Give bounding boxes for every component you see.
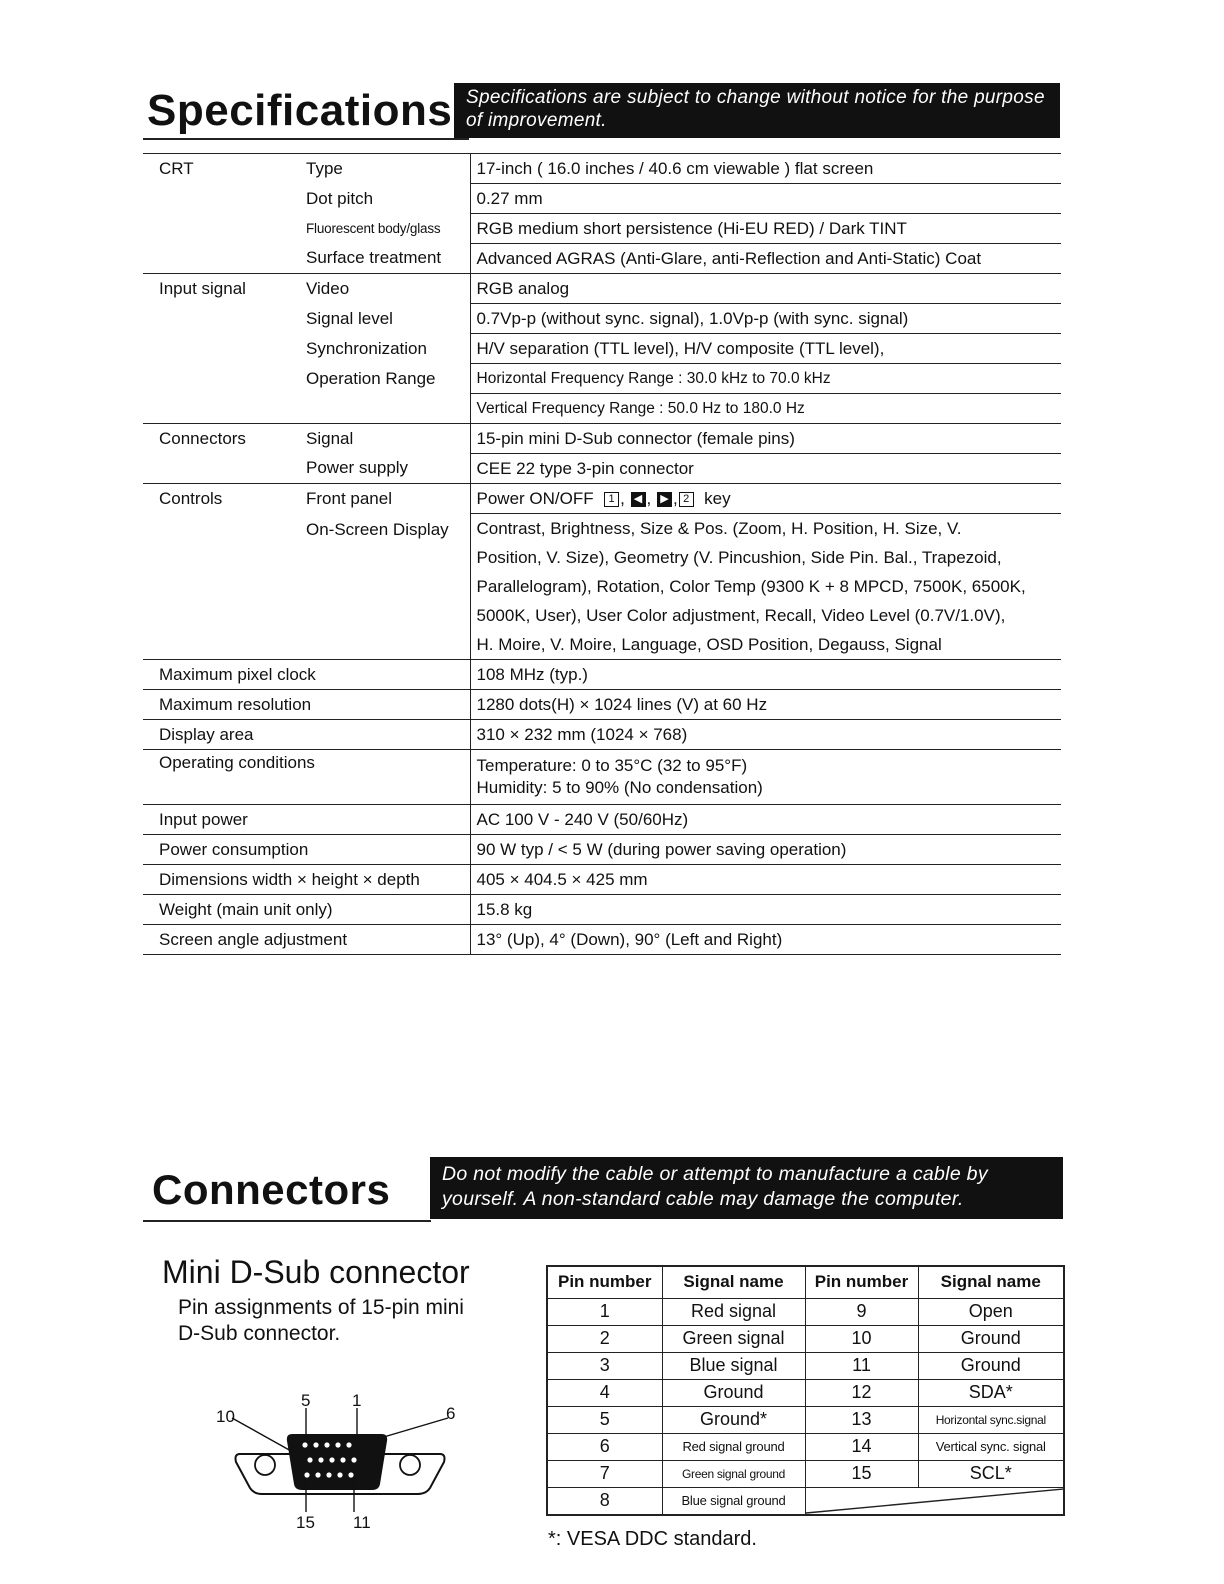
title-underline <box>143 138 469 140</box>
specifications-table <box>143 153 1061 955</box>
spec-sub-label: Operation Range <box>306 368 436 388</box>
signal-name: Blue signal <box>662 1352 805 1379</box>
spec-value: CEE 22 type 3-pin connector <box>470 454 1061 484</box>
signal-name: Open <box>918 1298 1064 1325</box>
column-header: Pin number <box>547 1266 662 1298</box>
osd-line: Position, V. Size), Geometry (V. Pincushion, Side Pin. Bal., Trapezoid, <box>476 548 1002 567</box>
pin-number: 9 <box>805 1298 918 1325</box>
specifications-notice: Specifications are subject to change without notice for the purpose of improvement. <box>454 83 1060 138</box>
column-header: Signal name <box>662 1266 805 1298</box>
spec-label: Dimensions width × height × depth <box>143 865 470 895</box>
spec-row-input-power <box>143 805 1061 835</box>
operating-temperature: Temperature: 0 to 35°C (32 to 95°F) <box>476 756 748 775</box>
spec-value: RGB medium short persistence (Hi-EU RED) / Dark TINT <box>470 214 1061 244</box>
pin-number: 4 <box>547 1379 662 1406</box>
key-left-arrow-icon: ◀ <box>631 492 646 507</box>
spec-row-vertical-range <box>143 394 1061 424</box>
table-row <box>547 1487 1064 1515</box>
signal-name: Ground* <box>662 1406 805 1433</box>
spec-group-label: Input signal <box>143 274 290 304</box>
operating-humidity: Humidity: 5 to 90% (No condensation) <box>476 778 763 797</box>
spec-sub-label: On-Screen Display <box>306 519 449 539</box>
spec-row-front-panel <box>143 484 1061 514</box>
spec-row-connector-signal <box>143 424 1061 454</box>
pin-label-10: 10 <box>216 1407 235 1426</box>
spec-value: Power ON/OFF 1 , ◀ , ▶ , 2 key <box>470 484 1061 514</box>
spec-row-video <box>143 274 1061 304</box>
pin-label-6: 6 <box>446 1404 456 1423</box>
spec-row-pixel-clock <box>143 660 1061 690</box>
spec-row-operation-range <box>143 364 1061 394</box>
spec-row-display-area <box>143 720 1061 750</box>
spec-value: 310 × 232 mm (1024 × 768) <box>470 720 1061 750</box>
osd-line: 5000K, User), User Color adjustment, Recall, Video Level (0.7V/1.0V), <box>476 606 1006 625</box>
spec-value-vertical-range: Vertical Frequency Range : 50.0 Hz to 180.0 Hz <box>470 394 1061 424</box>
spec-sub-label: Synchronization <box>306 338 427 358</box>
spec-value: RGB analog <box>470 274 1061 304</box>
table-row <box>547 1406 1064 1433</box>
pin-number: 10 <box>805 1325 918 1352</box>
spec-value: 90 W typ / < 5 W (during power saving operation) <box>470 835 1061 865</box>
spec-sub-label: Type <box>290 154 470 184</box>
table-row <box>547 1433 1064 1460</box>
connectors-notice: Do not modify the cable or attempt to manufacture a cable by yourself. A non-standard cable may damage the computer. <box>430 1157 1063 1219</box>
signal-name: Red signal ground <box>662 1433 805 1460</box>
spec-sub-label: Power supply <box>306 458 409 478</box>
diagonal-slash-icon <box>806 1488 1064 1514</box>
spec-group-label: Connectors <box>143 424 290 454</box>
key-right-arrow-icon: ▶ <box>657 492 672 507</box>
spec-value-osd <box>470 514 1061 660</box>
front-panel-suffix: key <box>704 488 731 508</box>
spec-row-crt-type <box>143 154 1061 184</box>
table-row <box>547 1298 1064 1325</box>
spec-value: 1280 dots(H) × 1024 lines (V) at 60 Hz <box>470 690 1061 720</box>
spec-row-screen-angle <box>143 925 1061 955</box>
pin-label-15: 15 <box>296 1513 315 1532</box>
footnote: *: VESA DDC standard. <box>548 1528 757 1550</box>
spec-value: 108 MHz (typ.) <box>470 660 1061 690</box>
pin-number: 3 <box>547 1352 662 1379</box>
spec-label: Input power <box>143 805 470 835</box>
spec-value: AC 100 V - 240 V (50/60Hz) <box>470 805 1061 835</box>
connectors-title-underline <box>143 1220 431 1222</box>
front-panel-prefix: Power ON/OFF <box>476 488 594 508</box>
pin-label-1: 1 <box>352 1391 362 1410</box>
osd-line: H. Moire, V. Moire, Language, OSD Position, Degauss, Signal <box>476 635 942 654</box>
signal-name: SDA* <box>918 1379 1064 1406</box>
table-row <box>547 1352 1064 1379</box>
signal-name: Ground <box>918 1352 1064 1379</box>
column-header: Pin number <box>805 1266 918 1298</box>
spec-value: 15-pin mini D-Sub connector (female pins) <box>470 424 1061 454</box>
signal-name: Ground <box>918 1325 1064 1352</box>
spec-value: H/V separation (TTL level), H/V composite (TTL level), <box>470 334 1061 364</box>
pin-number: 8 <box>547 1487 662 1515</box>
spec-row-resolution <box>143 690 1061 720</box>
mini-dsub-heading: Mini D-Sub connector <box>162 1254 470 1290</box>
pin-number: 7 <box>547 1460 662 1487</box>
pin-number: 5 <box>547 1406 662 1433</box>
table-row <box>547 1460 1064 1487</box>
spec-label: Maximum pixel clock <box>143 660 470 690</box>
spec-row-weight <box>143 895 1061 925</box>
pin-number: 1 <box>547 1298 662 1325</box>
pin-number: 15 <box>805 1460 918 1487</box>
spec-value: 15.8 kg <box>470 895 1061 925</box>
spec-value: 405 × 404.5 × 425 mm <box>470 865 1061 895</box>
spec-value-operating <box>470 750 1061 805</box>
table-row <box>547 1379 1064 1406</box>
description-line: D-Sub connector. <box>178 1322 341 1345</box>
spec-label: Maximum resolution <box>143 690 470 720</box>
dsub-connector-diagram-icon <box>210 1388 470 1538</box>
pin-assignment-description <box>178 1295 464 1347</box>
signal-name: Horizontal sync.signal <box>918 1406 1064 1433</box>
pin-number: 6 <box>547 1433 662 1460</box>
spec-label: Screen angle adjustment <box>143 925 470 955</box>
pin-number: 11 <box>805 1352 918 1379</box>
spec-row-dot-pitch <box>143 184 1061 214</box>
pin-number: 2 <box>547 1325 662 1352</box>
column-header: Signal name <box>918 1266 1064 1298</box>
pin-number: 12 <box>805 1379 918 1406</box>
spec-row-fluorescent <box>143 214 1061 244</box>
pin-table-header <box>547 1266 1064 1298</box>
key-1-icon: 1 <box>604 492 619 507</box>
spec-sub-label: Fluorescent body/glass <box>306 221 441 236</box>
pin-assignment-table <box>546 1265 1065 1516</box>
spec-row-dimensions <box>143 865 1061 895</box>
pin-number: 14 <box>805 1433 918 1460</box>
signal-name: Green signal ground <box>662 1460 805 1487</box>
description-line: Pin assignments of 15-pin mini <box>178 1296 464 1319</box>
spec-sub-label: Dot pitch <box>306 188 374 208</box>
spec-value: 13° (Up), 4° (Down), 90° (Left and Right) <box>470 925 1061 955</box>
signal-name: Blue signal ground <box>662 1487 805 1515</box>
spec-row-operating <box>143 750 1061 805</box>
spec-row-osd <box>143 514 1061 660</box>
key-2-icon: 2 <box>679 492 694 507</box>
spec-sub-label: Signal <box>290 424 470 454</box>
signal-name: Red signal <box>662 1298 805 1325</box>
pin-label-5: 5 <box>301 1391 311 1410</box>
spec-row-power-consumption <box>143 835 1061 865</box>
spec-group-label: CRT <box>143 154 290 184</box>
connectors-title: Connectors <box>152 1166 391 1213</box>
spec-value: 0.27 mm <box>470 184 1061 214</box>
spec-value-horizontal-range: Horizontal Frequency Range : 30.0 kHz to 70.0 kHz <box>470 364 1061 394</box>
spec-value: 17-inch ( 16.0 inches / 40.6 cm viewable ) flat screen <box>470 154 1061 184</box>
specifications-title: Specifications <box>147 86 453 135</box>
spec-row-surface <box>143 244 1061 274</box>
spec-label: Operating conditions <box>143 750 470 805</box>
table-row <box>547 1325 1064 1352</box>
spec-label: Display area <box>143 720 470 750</box>
signal-name: SCL* <box>918 1460 1064 1487</box>
spec-sub-label: Surface treatment <box>306 248 442 268</box>
spec-value: Advanced AGRAS (Anti-Glare, anti-Reflection and Anti-Static) Coat <box>470 244 1061 274</box>
spec-sub-label: Front panel <box>290 484 470 514</box>
spec-sub-label: Video <box>290 274 470 304</box>
spec-group-label: Controls <box>143 484 290 514</box>
spec-row-signal-level <box>143 304 1061 334</box>
spec-row-power-supply <box>143 454 1061 484</box>
signal-name: Ground <box>662 1379 805 1406</box>
osd-line: Contrast, Brightness, Size & Pos. (Zoom, H. Position, H. Size, V. <box>476 519 962 538</box>
osd-line: Parallelogram), Rotation, Color Temp (9300 K + 8 MPCD, 7500K, 6500K, <box>476 577 1026 596</box>
pin-number: 13 <box>805 1406 918 1433</box>
pin-label-11: 11 <box>353 1513 371 1532</box>
signal-name: Vertical sync. signal <box>918 1433 1064 1460</box>
spec-sub-label: Signal level <box>306 308 393 328</box>
spec-value: 0.7Vp-p (without sync. signal), 1.0Vp-p (with sync. signal) <box>470 304 1061 334</box>
signal-name: Green signal <box>662 1325 805 1352</box>
spec-row-sync <box>143 334 1061 364</box>
empty-cell <box>805 1487 1064 1515</box>
spec-label: Power consumption <box>143 835 470 865</box>
spec-label: Weight (main unit only) <box>143 895 470 925</box>
